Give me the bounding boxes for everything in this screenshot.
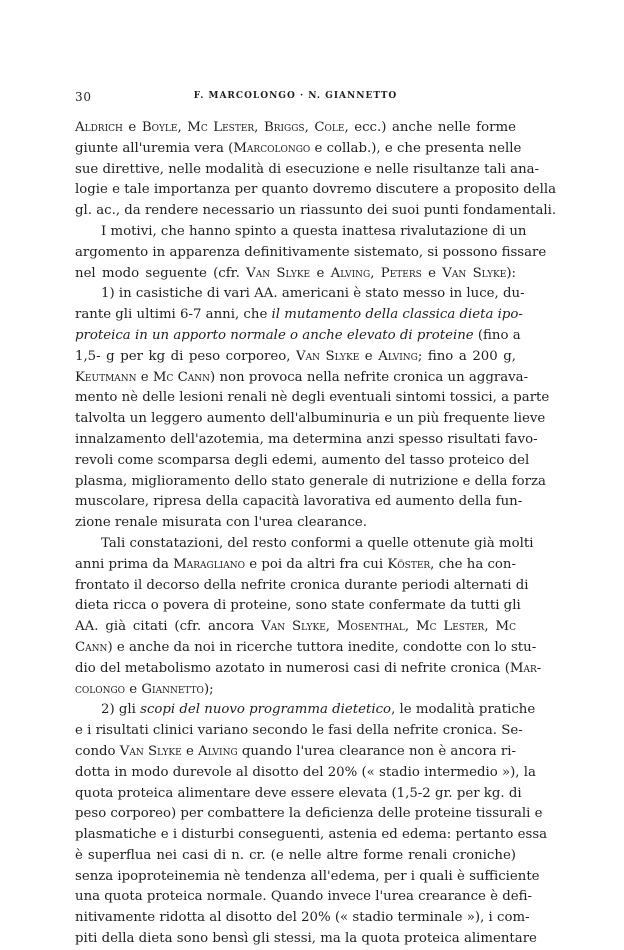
text-line [75,160,540,181]
line-text: rante gli ultimi 6-7 anni, che [75,307,272,323]
text-line [75,513,516,534]
text-line [75,430,538,451]
author-name: Briggs [263,120,305,135]
line-text: gl. ac., da rendere necessario un riassunto dei suoi punti fondamentali. [75,203,557,219]
line-text: mento nè delle lesioni renali nè degli eventuali sintomi tossici, a parte [75,390,550,406]
line-text: ) non provoca nella nefrite cronica un aggrava- [210,369,529,385]
text-line [75,908,530,929]
text-line [75,409,546,430]
line-text: 1,5- g per kg di peso corporeo, [75,348,296,364]
text-line [75,388,550,409]
line-text: piti della dieta sono bensì gli stessi, ma la quota proteica alimentare [75,931,537,947]
line-text: , [370,265,381,281]
text-line [75,139,522,160]
text-line [75,887,532,908]
line-text: 2) gli [101,702,141,718]
line-text: e [421,265,443,281]
text-line [75,804,543,825]
line-text: frontato il decorso della nefrite cronica durante periodi alternati di [75,577,529,593]
author-name: colongo [75,681,126,697]
page-number: 30 [75,90,92,104]
line-text: plasma, miglioramento dello stato generale di nutrizione e della forza [75,473,546,489]
author-name: Cann [75,639,108,655]
text-line [75,492,523,513]
line-text: (fino a [473,327,521,343]
author-name: Alving [378,348,418,364]
line-text: anni prima da [75,556,174,572]
author-name: Giannetto [141,681,204,697]
line-text: e [310,265,331,281]
line-text: muscolare, ripresa della capacità lavorativa ed aumento della fun- [75,494,523,510]
text-line [75,201,557,222]
author-name: Mc Lester [187,120,255,135]
author-name: Van Slyke [119,743,182,759]
author-name: Van Slyke [442,265,507,281]
author-name: Alving [330,265,371,281]
author-name: Maragliano [173,556,245,572]
author-name: Boyle [141,120,178,135]
line-text: AA. già citati (cfr. ancora [75,619,262,635]
text-line [75,180,557,201]
line-text: ) e anche da noi in ricerche tuttora inedite, condotte con lo stu- [107,639,537,655]
text-line [75,929,537,950]
line-text: , ecc.) anche nelle forme [344,120,516,135]
text-line [75,368,529,389]
author-name: Van Slyke [261,619,326,635]
text-line [75,472,546,493]
line-text: e [136,369,153,385]
text-line [75,118,516,139]
line-text: revoli come scomparsa degli edemi, aumento del tasso proteico del [75,452,530,468]
text-line [75,867,540,888]
text-line [75,846,516,867]
line-text: nel modo seguente (cfr. [75,265,247,281]
author-name: Cole [314,120,345,135]
running-head [75,90,516,106]
line-text: è superflua nei casi di n. cr. (e nelle altre forme renali croniche) [75,847,516,863]
author-name: Van Slyke [296,348,360,364]
line-text: , [325,619,337,635]
author-name: Alving [198,743,238,759]
line-text: e poi da altri fra cui [245,556,388,572]
text-line [75,222,527,243]
line-text: una quota proteica normale. Quando invece l'urea crearance è defi- [75,889,532,905]
text-line [75,264,516,285]
line-text: ; fino a 200 g, [417,348,516,364]
author-name: Aldrich [75,120,123,135]
line-text: plasmatiche e i disturbi conseguenti, astenia ed edema: pertanto essa [75,827,548,843]
emphasis-text: il mutamento della classica dieta ipo- [271,307,523,323]
line-text: , [177,120,188,135]
text-line [75,243,547,264]
text-line [75,784,522,805]
text-line [75,534,534,555]
body-text [75,118,557,950]
author-name: Peters [380,265,422,281]
line-text: e collab.), e che presenta nelle [310,140,522,156]
author-name: Van Slyke [246,265,311,281]
line-text: nitivamente ridotta al disotto del 20% (« stadio terminale »), i com- [75,910,530,926]
text-line [75,742,516,763]
line-text: dieta ricca o povera di proteine, sono state confermate da tutti gli [75,598,521,614]
line-text: Tali constatazioni, del resto conformi a quelle ottenute già molti [101,535,534,551]
line-text: argomento in apparenza definitivamente sistemato, si possono fissare [75,244,547,260]
line-text: 1) in casistiche di vari AA. americani è stato messo in luce, du- [101,286,525,302]
line-text: , [304,120,315,135]
author-name: Mc Cann [152,369,211,385]
author-name: Mosenthal [336,619,405,635]
text-line [75,680,516,701]
text-line [75,326,521,347]
line-text: zione renale misurata con l'urea clearance. [75,515,367,531]
line-text: sue direttive, nelle modalità di esecuzione e nelle risultanze tali ana- [75,161,540,177]
line-text: quota proteica alimentare deve essere elevata (1,5-2 gr. per kg. di [75,785,522,801]
text-line [75,555,516,576]
line-text: , [254,120,264,135]
text-line [75,763,536,784]
text-line [75,721,523,742]
running-head-authors: F. MARCOLONGO · N. GIANNETTO [193,91,398,101]
line-text: condo [75,743,120,759]
line-text: ): [506,265,516,281]
line-text: ); [203,681,214,697]
text-line [75,617,516,638]
line-text: , le modalità pratiche [391,702,536,718]
line-text: dio del metabolismo azotato in numerosi casi di nefrite cronica ( [75,660,510,676]
line-text: I motivi, che hanno spinto a questa inattesa rivalutazione di un [101,223,527,239]
line-text: , [404,619,416,635]
text-line [75,638,537,659]
text-line [75,451,530,472]
author-name: Mc [495,619,516,635]
line-text: e [181,743,199,759]
text-line [75,305,523,326]
emphasis-text: proteica in un apporto normale o anche elevato di proteine [75,327,474,343]
line-text: e [122,120,142,135]
line-text: logie e tale importanza per quanto dovremo discutere a proposito della [75,182,557,198]
line-text: talvolta un leggero aumento dell'albuminuria e un più frequente lieve [75,411,546,427]
line-text: peso corporeo) per combattere la deficienza delle proteine tissurali e [75,806,543,822]
line-text: , che ha con- [430,556,516,572]
line-text: e [359,348,379,364]
text-line [75,659,542,680]
line-text: giunte all'uremia vera ( [75,140,234,156]
line-text: innalzamento dell'azotemia, ma determina anzi spesso risultati favo- [75,431,538,447]
text-line [75,825,548,846]
text-line [75,347,516,368]
text-line [75,596,521,617]
line-text: e i risultati clinici variano secondo le fasi della nefrite cronica. Se- [75,723,523,739]
text-line [75,700,536,721]
line-text: , [484,619,496,635]
emphasis-text: scopi del nuovo programma dietetico [140,702,392,718]
author-name: Mc Lester [416,619,485,635]
author-name: Keutmann [75,369,137,385]
author-name: Köster [387,556,431,572]
text-line [75,284,525,305]
line-text: e [125,681,142,697]
text-line [75,576,529,597]
line-text: quando l'urea clearance non è ancora ri- [237,743,516,759]
author-name: Marcolongo [233,140,311,156]
line-text: dotta in modo durevole al disotto del 20% (« stadio intermedio »), la [75,764,536,780]
author-name: Mar- [509,660,542,676]
line-text: senza ipoproteinemia nè tendenza all'edema, per i quali è sufficiente [75,868,540,884]
